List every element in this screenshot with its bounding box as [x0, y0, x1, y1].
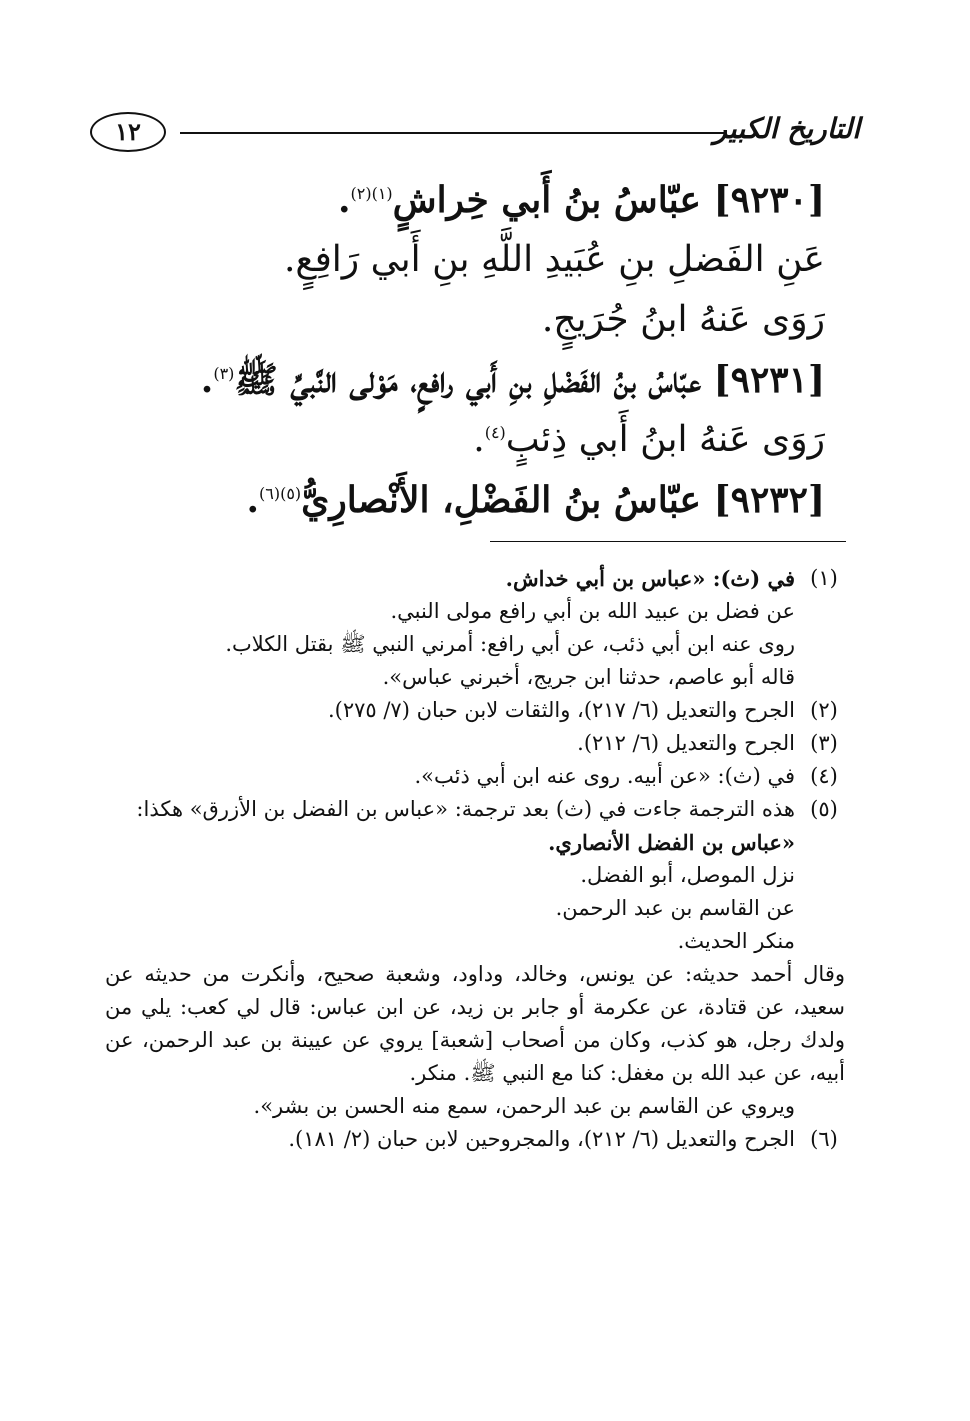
main-text	[125, 170, 825, 530]
footnote-number: (٦)	[810, 1127, 838, 1151]
footnote-line: «عباس بن الفضل الأنصاري.	[548, 830, 795, 855]
footnote-line: عن القاسم بن عبد الرحمن.	[555, 896, 795, 920]
header-rule	[180, 132, 725, 134]
entry-line: رَوَى عَنهُ ابنُ جُرَيجٍ.	[541, 299, 825, 340]
footnote-ref[interactable]: (٣)	[213, 364, 235, 383]
footnotes	[105, 562, 845, 1156]
footnote	[105, 562, 845, 694]
footnote-separator	[490, 541, 846, 542]
entry-heading: [٩٢٣١] عبّاسُ بنُ الفَضْلِ بنِ أَبي رافعٍ، مَوْلى النَّبيِّ ﷺ$^{(٣)}$.	[200, 359, 825, 401]
footnote-number: (٥)	[810, 797, 838, 821]
book-title: التاريخ الكبير	[713, 112, 860, 145]
footnote-line: هذه الترجمة جاءت في (ث) بعد ترجمة: «عباس بن الفضل بن الأزرق» هكذا:	[136, 797, 795, 821]
entry-heading: [٩٢٣٠] عبّاسُ بنُ أَبي خِراشٍ$^{(١)(٢)}$.	[337, 179, 825, 221]
footnote	[105, 694, 845, 727]
entry-line: عَنِ الفَضلِ بنِ عُبَيدِ اللَّهِ بنِ أَبي رَافِعٍ.	[283, 239, 825, 280]
footnote-line: عن فضل بن عبيد الله بن أبي رافع مولى النبي.	[390, 599, 795, 623]
page-header	[90, 108, 860, 158]
footnote-ref[interactable]: (١)(٢)	[350, 184, 393, 203]
footnote	[105, 793, 845, 1123]
entry-heading: [٩٢٣٢] عبّاسُ بنُ الفَضْلِ، الأَنْصارِيُّ$^{(٥)(٦)}$.	[246, 479, 825, 521]
footnote-ref[interactable]: (٤)	[484, 423, 506, 442]
footnote-line: في (ث): «عباس بن أبي خداش.	[505, 566, 795, 591]
footnote-line: روى عنه ابن أبي ذئب، عن أبي رافع: أمرني النبي ﷺ بقتل الكلاب.	[225, 632, 795, 656]
footnote-number: (١)	[810, 566, 838, 590]
footnote-ref[interactable]: (٥)(٦)	[259, 484, 302, 503]
footnote-line: الجرح والتعديل (٦/ ٢١٧)، والثقات لابن حبان (٧/ ٢٧٥).	[327, 698, 795, 722]
footnote-number: (٢)	[810, 698, 838, 722]
footnote-number: (٤)	[810, 764, 838, 788]
footnote-line: الجرح والتعديل (٦/ ٢١٢)، والمجروحين لابن حبان (٢/ ١٨١).	[288, 1127, 795, 1151]
footnote-line: الجرح والتعديل (٦/ ٢١٢).	[577, 731, 795, 755]
entry-line: رَوَى عَنهُ ابنُ أَبي ذِئبٍ$^{(٤)}$.	[473, 419, 825, 460]
footnote-line: قاله أبو عاصم، حدثنا ابن جريج، أخبرني عباس».	[382, 665, 795, 689]
footnote-line: ويروي عن القاسم بن عبد الرحمن، سمع منه الحسن بن بشر».	[253, 1094, 795, 1118]
footnote-line: منكر الحديث.	[677, 929, 795, 953]
footnote-paragraph: وقال أحمد حديثه: عن يونس، وخالد، وداود، وشعبة صحيح، وأنكرت من حديثه عن سعيد، عن قتادة، عن عكرمة أو جابر بن زيد، عن ابن عباس: قال لي كعب: يلي من ولدك رجل، هو كذب، وكان من أصحاب [شعبة] يروي عن عيينة بن عبد الرحمن، عن أبيه، عن عبد الله بن مغفل: كنا مع النبي ﷺ. منكر.	[105, 962, 845, 1085]
footnote	[105, 760, 845, 793]
footnote-line: في (ث): «عن أبيه. روى عنه ابن أبي ذئب».	[414, 764, 795, 788]
footnote-number: (٣)	[810, 731, 838, 755]
page-number: ١٢	[90, 112, 166, 152]
footnote	[105, 1123, 845, 1156]
footnote	[105, 727, 845, 760]
footnote-line: نزل الموصل، أبو الفضل.	[580, 863, 795, 887]
